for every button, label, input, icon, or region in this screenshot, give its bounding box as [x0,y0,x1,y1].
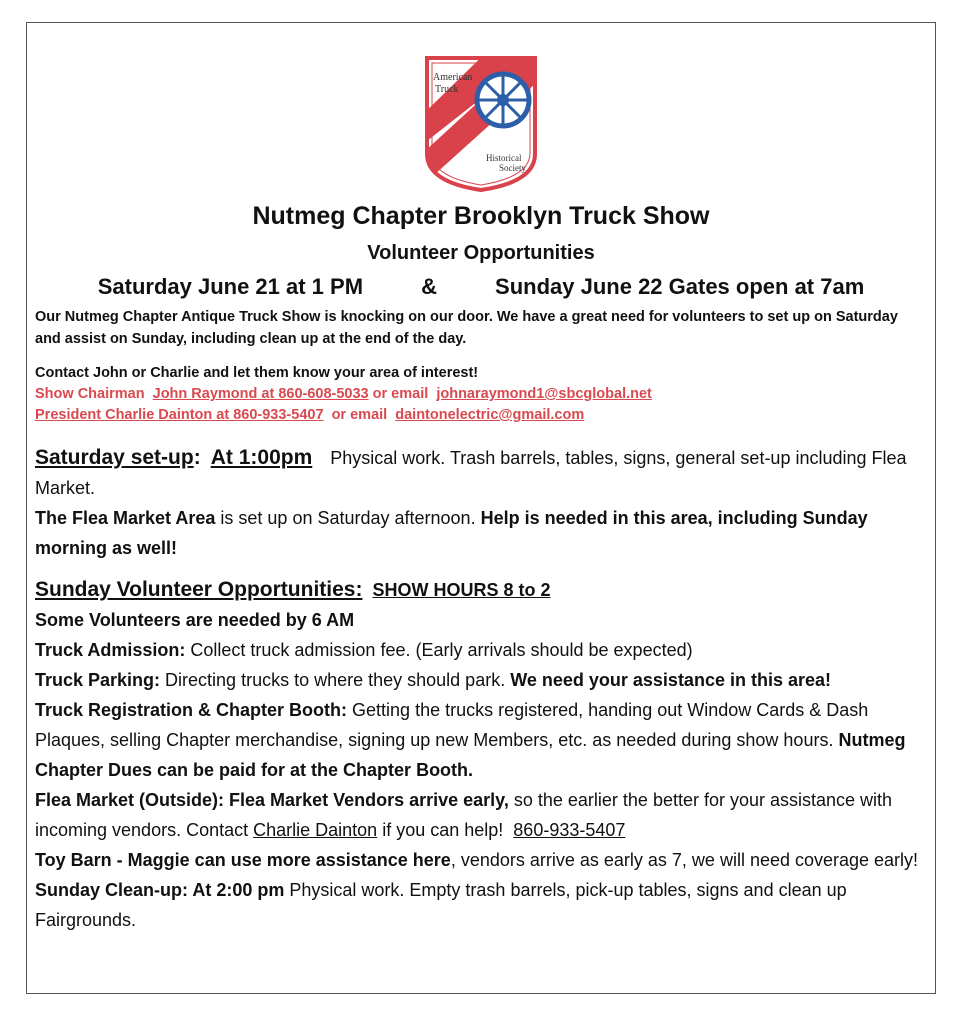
flea-market-outside [35,785,930,845]
sunday-cleanup [35,875,930,935]
early-volunteers: Some Volunteers are needed by 6 AM [35,610,355,630]
charlie-dainton-link[interactable]: Charlie Dainton [253,820,378,840]
president-or-email: or email [331,407,388,423]
truck-registration-label: Truck Registration & Chapter Booth: [35,700,348,720]
page-title: Nutmeg Chapter Brooklyn Truck Show [252,202,710,230]
saturday-time: At 1:00pm [210,446,313,469]
chairman-label: Show Chairman [35,386,145,402]
charlie-phone-link[interactable]: 860-933-5407 [513,820,626,840]
truck-registration [35,695,930,785]
saturday-text: Physical work. Trash barrels, tables, signs, general set-up including Flea Market. [35,448,907,498]
intro-paragraph: Our Nutmeg Chapter Antique Truck Show is knocking on our door. We have a great need for volunteers to set up on Saturday and assist on Sunday, including clean up at the end of the day. [35,309,898,347]
saturday-heading-colon: : [193,446,201,469]
event-dates [26,274,936,300]
sunday-date: Sunday June 22 Gates open at 7am [495,274,865,299]
page-subtitle: Volunteer Opportunities [367,242,595,264]
president-email-link[interactable]: daintonelectric@gmail.com [395,407,585,423]
logo-text-truck: Truck [435,84,459,95]
saturday-heading: Saturday set-up [35,446,194,469]
toy-barn-label: Toy Barn - Maggie can use more assistance here [35,850,451,870]
saturday-date: Saturday June 21 at 1 PM [97,274,364,299]
flea-market-area-paragraph [35,503,930,563]
saturday-paragraph [35,443,930,503]
flea-market-text: so the earlier the better for your assistance with incoming vendors. Contact [35,790,893,840]
chairman-or-email: or email [372,386,429,402]
sunday-cleanup-text: Physical work. Empty trash barrels, pick-up tables, signs and clean up Fairgrounds. [35,880,847,930]
truck-parking-bold: We need your assistance in this area! [510,670,831,690]
sunday-cleanup-label: Sunday Clean-up: At 2:00 pm [35,880,285,900]
flea-market-text-2: if you can help! [377,820,509,840]
truck-registration-bold: Nutmeg Chapter Dues can be paid for at the Chapter Booth. [35,730,906,780]
wagon-wheel-icon [477,74,529,126]
saturday-section [35,443,930,563]
show-hours: SHOW HOURS 8 to 2 [372,580,551,600]
flea-market-label: Flea Market (Outside): Flea Market Vendors arrive early, [35,790,509,810]
truck-admission [35,635,930,665]
logo-text-american: American [433,72,473,83]
sunday-heading-line [35,575,930,605]
chairman-contact-link[interactable]: John Raymond at 860-608-5033 [152,386,369,402]
truck-admission-text: Collect truck admission fee. (Early arrivals should be expected) [185,640,693,660]
president-contact-link[interactable]: President Charlie Dainton at 860-933-5407 [35,407,324,423]
truck-parking [35,665,930,695]
flea-area-text: is set up on Saturday afternoon. [215,508,481,528]
chairman-email-link[interactable]: johnaraymond1@sbcglobal.net [436,386,652,402]
sunday-heading: Sunday Volunteer Opportunities: [35,578,363,601]
chairman-line [35,384,915,405]
contact-block [35,363,915,426]
logo-text-society: Society [499,163,526,173]
truck-parking-label: Truck Parking: [35,670,161,690]
truck-admission-label: Truck Admission: [35,640,186,660]
truck-parking-text: Directing trucks to where they should park. [160,670,511,690]
truck-registration-text: Getting the trucks registered, handing out Window Cards & Dash Plaques, selling Chapter merchandise, signing up new Members, etc. as needed during show hours. [35,700,869,750]
toy-barn [35,845,930,875]
flea-area-help: Help is needed in this area, including Sunday morning as well! [35,508,868,558]
sunday-section [35,575,930,935]
ampersand: & [421,274,437,299]
contact-lead: Contact John or Charlie and let them know your area of interest! [35,365,479,381]
american-truck-historical-society-logo [423,54,539,194]
logo-text-historical: Historical [486,153,522,163]
toy-barn-text: , vendors arrive as early as 7, we will need coverage early! [450,850,919,870]
flea-area-bold: The Flea Market Area [35,508,216,528]
president-line [35,405,915,426]
